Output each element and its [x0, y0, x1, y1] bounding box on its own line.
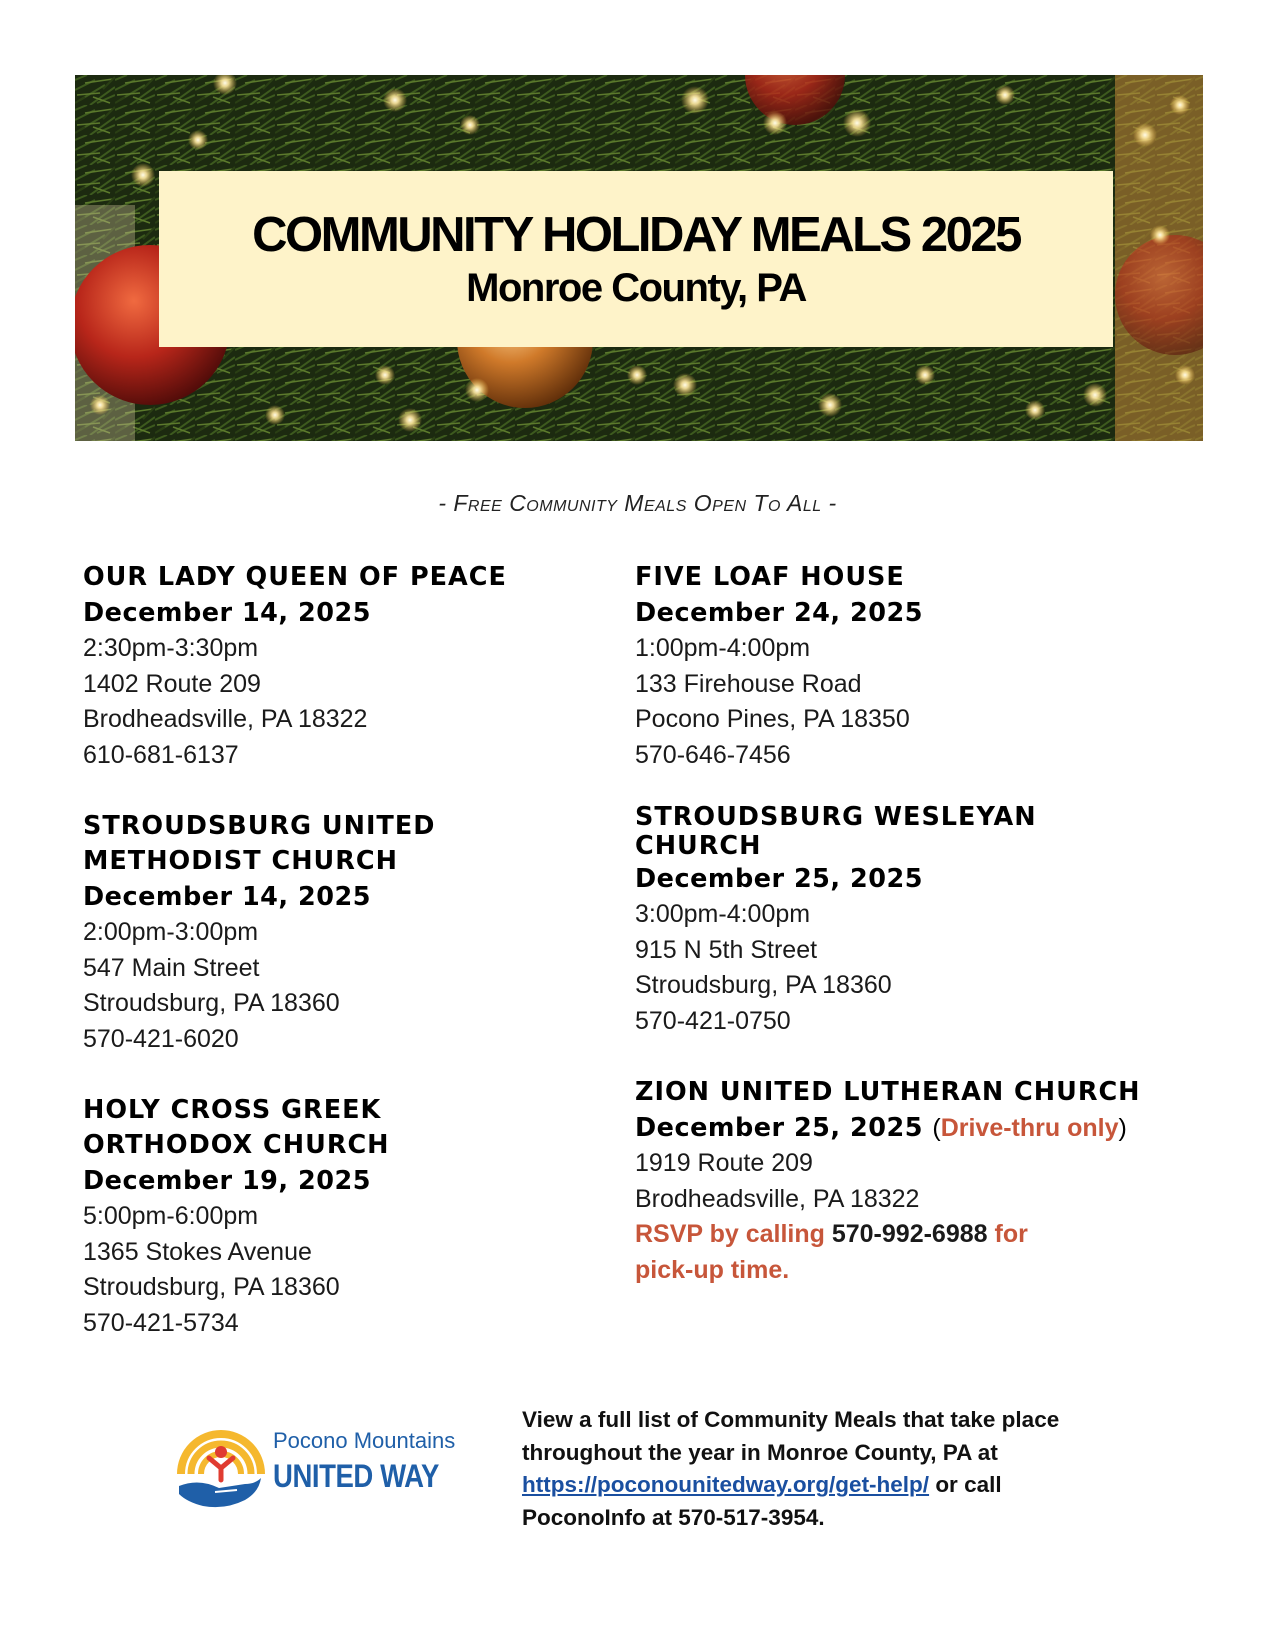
footer-info [522, 1404, 1142, 1534]
logo-text-top: Pocono Mountains [273, 1428, 456, 1453]
meal-date: December 24, 2025 [635, 598, 923, 628]
street-address: 1402 Route 209 [83, 669, 261, 698]
meal-date: December 25, 2025 [635, 864, 923, 894]
phone-number: 570-421-0750 [635, 1006, 791, 1035]
footer-line-3 [522, 1469, 1142, 1502]
city-state-zip: Stroudsburg, PA 18360 [635, 971, 892, 999]
rsvp-prefix: RSVP by calling [635, 1220, 825, 1248]
location-name-line2: ORTHODOX CHURCH [83, 1130, 390, 1160]
location-name: ZION UNITED LUTHERAN CHURCH [635, 1077, 1141, 1107]
street-address: 133 Firehouse Road [635, 669, 862, 698]
rsvp-line-2: pick-up time. [635, 1255, 790, 1284]
header-banner [75, 75, 1203, 441]
right-column [635, 560, 1195, 1288]
meal-date: December 14, 2025 [83, 598, 371, 628]
meal-time: 2:00pm-3:00pm [83, 918, 259, 946]
street-address: 547 Main Street [83, 953, 260, 982]
page-title: COMMUNITY HOLIDAY MEALS 2025 [252, 208, 1020, 262]
meal-date: December 25, 2025 [635, 1113, 923, 1143]
meal-date: December 14, 2025 [83, 882, 371, 912]
phone-number: 610-681-6137 [83, 740, 239, 769]
meal-entry-five-loaf-house [635, 560, 1195, 773]
meal-entry-zion-united-lutheran [635, 1075, 1195, 1288]
meal-entry-stroudsburg-united-methodist [83, 809, 603, 1057]
footer-after-link: or call [929, 1472, 1002, 1497]
logo-text-bottom: UNITED WAY [273, 1458, 439, 1494]
phone-number: 570-421-5734 [83, 1308, 239, 1337]
location-name-line2: CHURCH [635, 831, 762, 861]
meal-entry-our-lady-queen-of-peace [83, 560, 603, 773]
title-box [159, 171, 1113, 347]
meal-time: 5:00pm-6:00pm [83, 1202, 259, 1230]
city-state-zip: Brodheadsville, PA 18322 [83, 705, 368, 733]
location-name-line1: HOLY CROSS GREEK [83, 1095, 382, 1125]
note-close: ) [1118, 1114, 1127, 1142]
city-state-zip: Stroudsburg, PA 18360 [83, 989, 340, 1017]
rsvp-suffix: for [994, 1220, 1028, 1248]
left-column [83, 560, 603, 1341]
street-address: 1365 Stokes Avenue [83, 1237, 312, 1266]
meal-time: 3:00pm-4:00pm [635, 900, 811, 928]
city-state-zip: Stroudsburg, PA 18360 [83, 1273, 340, 1301]
city-state-zip: Brodheadsville, PA 18322 [635, 1184, 920, 1213]
location-name-line1: STROUDSBURG UNITED [83, 811, 436, 841]
meal-entry-stroudsburg-wesleyan [635, 803, 1195, 1039]
phone-number: 570-646-7456 [635, 740, 791, 769]
united-way-logo [175, 1418, 485, 1514]
location-name-line1: STROUDSBURG WESLEYAN [635, 802, 1037, 832]
location-name-line2: METHODIST CHURCH [83, 846, 398, 876]
united-way-hand-icon [175, 1418, 267, 1514]
meal-time: 2:30pm-3:30pm [83, 634, 259, 662]
footer-line-4: PoconoInfo at 570-517-3954. [522, 1504, 825, 1530]
location-name: FIVE LOAF HOUSE [635, 562, 905, 592]
street-address: 1919 Route 209 [635, 1149, 813, 1177]
meal-time: 1:00pm-4:00pm [635, 634, 811, 662]
tagline: - Free Community Meals Open To All - [438, 490, 837, 516]
rsvp-phone: 570-992-6988 [831, 1220, 988, 1248]
note-open: ( [932, 1114, 941, 1142]
meal-entry-holy-cross-greek-orthodox [83, 1093, 603, 1341]
drive-thru-note: Drive-thru only [940, 1114, 1119, 1142]
street-address: 915 N 5th Street [635, 935, 818, 964]
page-subtitle: Monroe County, PA [466, 266, 806, 310]
location-name: OUR LADY QUEEN OF PEACE [83, 562, 507, 592]
meal-date: December 19, 2025 [83, 1166, 371, 1196]
rsvp-line [635, 1217, 1195, 1253]
phone-number: 570-421-6020 [83, 1024, 239, 1053]
get-help-link[interactable]: https://poconounitedway.org/get-help/ [522, 1472, 930, 1497]
meal-date-row [635, 1110, 1195, 1146]
city-state-zip: Pocono Pines, PA 18350 [635, 705, 910, 733]
footer-line-1: View a full list of Community Meals that take place [522, 1407, 1060, 1432]
footer-line-2: throughout the year in Monroe County, PA at [522, 1439, 998, 1465]
